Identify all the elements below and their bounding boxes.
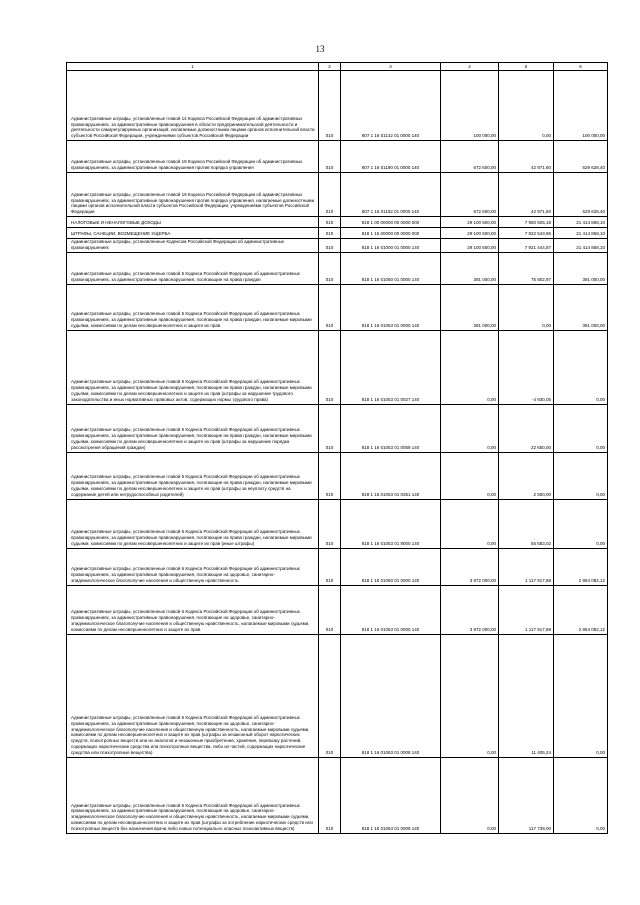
cell-kbk: 818 1 16 01063 01 0008 140 xyxy=(341,634,441,757)
cell-kbk: 818 1 16 01063 01 0000 140 xyxy=(341,585,441,634)
cell-executed: 55 583,02 xyxy=(499,499,554,548)
column-header: 1 xyxy=(67,63,319,71)
table-row xyxy=(67,239,608,253)
cell-line: 010 xyxy=(319,404,341,452)
revenue-table xyxy=(66,62,608,834)
cell-line: 010 xyxy=(319,452,341,499)
cell-name: Административные штрафы, установленные главой 19 Кодекса Российской Федерации об административных правонарушениях, за административные правонарушения против порядка управления, налагаемые должностными лицами органов исполнительной власти субъектов Российской Федерации, учреждениями субъектов Российской Федерации xyxy=(67,173,319,217)
cell-executed: 0,00 xyxy=(499,284,554,330)
table-row xyxy=(67,284,608,330)
column-header: 6 xyxy=(554,63,608,71)
table-row xyxy=(67,173,608,217)
cell-kbk: 807 1 16 01190 01 0000 140 xyxy=(341,141,441,173)
cell-name: Административные штрафы, установленные главой 6 Кодекса Российской Федерации об административных правонарушениях, за административные правонарушения, посягающие на здоровье, санитарно-эпидемиологическое благополучие населения и общественную нравственность, налагаемые мировыми судьями, комиссиями по делам несовершеннолетних и защите их прав (штрафы за потребление наркотических средств или психотропных веществ без назначения врача либо новых потенциально опасных психоактивных веществ) xyxy=(67,757,319,833)
cell-executed: 1 117 917,88 xyxy=(499,548,554,585)
cell-approved: 391 000,00 xyxy=(441,284,499,330)
cell-line: 010 xyxy=(319,548,341,585)
table-row xyxy=(67,217,608,228)
cell-approved: 100 000,00 xyxy=(441,71,499,141)
cell-name: Административные штрафы, установленные главой 19 Кодекса Российской Федерации об административных правонарушениях, за административные правонарушения против порядка управления xyxy=(67,141,319,173)
cell-line: 010 xyxy=(319,499,341,548)
cell-executed: 2 500,00 xyxy=(499,452,554,499)
cell-remaining: 0,00 xyxy=(554,499,608,548)
cell-kbk: 807 1 16 01192 01 0000 140 xyxy=(341,173,441,217)
table-row xyxy=(67,585,608,634)
cell-executed: 42 971,60 xyxy=(499,141,554,173)
cell-executed: 42 971,60 xyxy=(499,173,554,217)
cell-name: Административные штрафы, установленные главой 6 Кодекса Российской Федерации об административных правонарушениях, за административные правонарушения, посягающие на здоровье, санитарно-эпидемиологическое благополучие населения и общественную нравственность, налагаемые мировыми судьями, комиссиями по делам несовершеннолетних и защите их прав (штрафы за незаконный оборот наркотических средств, психотропных веществ или их аналогов и незаконные приобретение, хранение, перевозку растений, содержащих наркотические средства или психотропные вещества, либо их частей, содержащих наркотические средства или психотропные вещества) xyxy=(67,634,319,757)
page-number: 13 xyxy=(315,44,325,54)
table-row xyxy=(67,141,608,173)
cell-remaining: 629 628,40 xyxy=(554,173,608,217)
cell-name: Административные штрафы, установленные Кодексом Российской Федерации об административных правонарушениях xyxy=(67,239,319,253)
cell-kbk: 818 1 16 01063 01 0009 140 xyxy=(341,757,441,833)
cell-remaining: 391 000,00 xyxy=(554,252,608,284)
cell-line: 010 xyxy=(319,141,341,173)
cell-kbk: 818 1 16 01000 01 0000 140 xyxy=(341,239,441,253)
cell-kbk: 818 1 16 01053 01 0351 140 xyxy=(341,452,441,499)
cell-line: 010 xyxy=(319,330,341,404)
cell-kbk: 818 1 16 01053 01 0059 140 xyxy=(341,404,441,452)
cell-name: Административные штрафы, установленные главой 14 Кодекса Российской Федерации об административных правонарушениях, за административные правонарушения в области предпринимательской деятельности и деятельности саморегулируемых организаций, налагаемые должностными лицами органов исполнительной власти субъектов Российской Федерации, учреждениями субъектов Российской Федерации xyxy=(67,71,319,141)
cell-line: 010 xyxy=(319,585,341,634)
cell-approved: 29 100 500,00 xyxy=(441,239,499,253)
cell-line: 010 xyxy=(319,239,341,253)
table-row xyxy=(67,228,608,239)
cell-executed: 7 921 444,87 xyxy=(499,239,554,253)
cell-remaining: 21 414 858,10 xyxy=(554,217,608,228)
cell-kbk: 818 1 16 01053 01 9000 140 xyxy=(341,499,441,548)
table-row xyxy=(67,452,608,499)
cell-line: 010 xyxy=(319,634,341,757)
cell-approved: 29 100 500,00 xyxy=(441,228,499,239)
table-header-row xyxy=(67,63,608,71)
cell-approved: 3 972 000,00 xyxy=(441,585,499,634)
cell-remaining: 0,00 xyxy=(554,757,608,833)
cell-line: 010 xyxy=(319,252,341,284)
cell-executed: 11 405,24 xyxy=(499,634,554,757)
table-row xyxy=(67,404,608,452)
cell-kbk: 818 1 00 00000 00 0000 000 xyxy=(341,217,441,228)
table-row xyxy=(67,499,608,548)
cell-approved: 672 600,00 xyxy=(441,141,499,173)
cell-approved: 0,00 xyxy=(441,330,499,404)
cell-executed: 117 739,00 xyxy=(499,757,554,833)
cell-approved: 0,00 xyxy=(441,404,499,452)
cell-kbk: 818 1 16 01053 01 0000 140 xyxy=(341,284,441,330)
table-row xyxy=(67,330,608,404)
cell-line: 010 xyxy=(319,71,341,141)
cell-name: Административные штрафы, установленные главой 5 Кодекса Российской Федерации об административных правонарушениях, за административные правонарушения, посягающие на права граждан xyxy=(67,252,319,284)
cell-name: Административные штрафы, установленные главой 5 Кодекса Российской Федерации об административных правонарушениях, за административные правонарушения, посягающие на права граждан, налагаемые мировыми судьями, комиссиями по делам несовершеннолетних и защите их прав (штрафы за нарушение трудового законодательства и иных нормативных правовых актов, содержащих нормы трудового права) xyxy=(67,330,319,404)
column-header: 4 xyxy=(441,63,499,71)
cell-remaining: 0,00 xyxy=(554,404,608,452)
table-row xyxy=(67,548,608,585)
cell-remaining: 0,00 xyxy=(554,330,608,404)
cell-name: ШТРАФЫ, САНКЦИИ, ВОЗМЕЩЕНИЕ УЩЕРБА xyxy=(67,228,319,239)
cell-approved: 672 600,00 xyxy=(441,173,499,217)
cell-line: 010 xyxy=(319,173,341,217)
cell-line: 010 xyxy=(319,228,341,239)
column-header: 3 xyxy=(341,63,441,71)
cell-name: Административные штрафы, установленные главой 6 Кодекса Российской Федерации об административных правонарушениях, за административные правонарушения, посягающие на здоровье, санитарно-эпидемиологическое благополучие населения и общественную нравственность xyxy=(67,548,319,585)
cell-executed: 75 802,97 xyxy=(499,252,554,284)
cell-approved: 0,00 xyxy=(441,499,499,548)
cell-executed: 22 650,00 xyxy=(499,404,554,452)
cell-executed: 7 922 543,96 xyxy=(499,228,554,239)
cell-approved: 391 000,00 xyxy=(441,252,499,284)
cell-line: 010 xyxy=(319,284,341,330)
cell-executed: 1 117 917,88 xyxy=(499,585,554,634)
cell-remaining: 0,00 xyxy=(554,634,608,757)
cell-name: Административные штрафы, установленные главой 5 Кодекса Российской Федерации об административных правонарушениях, за административные правонарушения, посягающие на права граждан, налагаемые мировыми судьями, комиссиями по делам несовершеннолетних и защите их прав xyxy=(67,284,319,330)
cell-approved: 29 100 500,00 xyxy=(441,217,499,228)
cell-remaining: 2 854 082,12 xyxy=(554,585,608,634)
column-header: 2 xyxy=(319,63,341,71)
cell-remaining: 21 414 858,10 xyxy=(554,239,608,253)
cell-executed: 7 950 925,18 xyxy=(499,217,554,228)
cell-approved: 3 972 000,00 xyxy=(441,548,499,585)
cell-remaining: 0,00 xyxy=(554,452,608,499)
cell-remaining: 391 000,00 xyxy=(554,284,608,330)
cell-kbk: 818 1 16 00000 00 0000 000 xyxy=(341,228,441,239)
cell-remaining: 21 414 858,10 xyxy=(554,228,608,239)
cell-name: НАЛОГОВЫЕ И НЕНАЛОГОВЫЕ ДОХОДЫ xyxy=(67,217,319,228)
column-header: 5 xyxy=(499,63,554,71)
cell-executed: 0,00 xyxy=(499,71,554,141)
cell-line: 010 xyxy=(319,757,341,833)
cell-name: Административные штрафы, установленные главой 5 Кодекса Российской Федерации об административных правонарушениях, за административные правонарушения, посягающие на права граждан, налагаемые мировыми судьями, комиссиями по делам несовершеннолетних и защите их прав (штрафы за неуплату средств на содержание детей или нетрудоспособных родителей) xyxy=(67,452,319,499)
cell-kbk: 807 1 16 01142 01 0000 140 xyxy=(341,71,441,141)
table-row xyxy=(67,252,608,284)
cell-name: Административные штрафы, установленные главой 6 Кодекса Российской Федерации об административных правонарушениях, за административные правонарушения, посягающие на здоровье, санитарно-эпидемиологическое благополучие населения и общественную нравственность, налагаемые мировыми судьями, комиссиями по делам несовершеннолетних и защите их прав xyxy=(67,585,319,634)
cell-name: Административные штрафы, установленные главой 5 Кодекса Российской Федерации об административных правонарушениях, за административные правонарушения, посягающие на права граждан, налагаемые мировыми судьями, комиссиями по делам несовершеннолетних и защите их прав (штрафы за нарушение порядка рассмотрения обращений граждан) xyxy=(67,404,319,452)
cell-kbk: 818 1 16 01050 01 0000 140 xyxy=(341,252,441,284)
table-row xyxy=(67,634,608,757)
cell-remaining: 100 000,00 xyxy=(554,71,608,141)
cell-kbk: 818 1 16 01053 01 0027 140 xyxy=(341,330,441,404)
table-row xyxy=(67,757,608,833)
cell-remaining: 2 854 082,12 xyxy=(554,548,608,585)
cell-name: Административные штрафы, установленные главой 5 Кодекса Российской Федерации об административных правонарушениях, за административные правонарушения, посягающие на права граждан, налагаемые мировыми судьями, комиссиями по делам несовершеннолетних и защите их прав (иные штрафы) xyxy=(67,499,319,548)
cell-line: 010 xyxy=(319,217,341,228)
table-row xyxy=(67,71,608,141)
cell-approved: 0,00 xyxy=(441,452,499,499)
cell-remaining: 629 628,40 xyxy=(554,141,608,173)
cell-kbk: 818 1 16 01060 01 0000 140 xyxy=(341,548,441,585)
cell-approved: 0,00 xyxy=(441,634,499,757)
cell-executed: -4 930,05 xyxy=(499,330,554,404)
cell-approved: 0,00 xyxy=(441,757,499,833)
